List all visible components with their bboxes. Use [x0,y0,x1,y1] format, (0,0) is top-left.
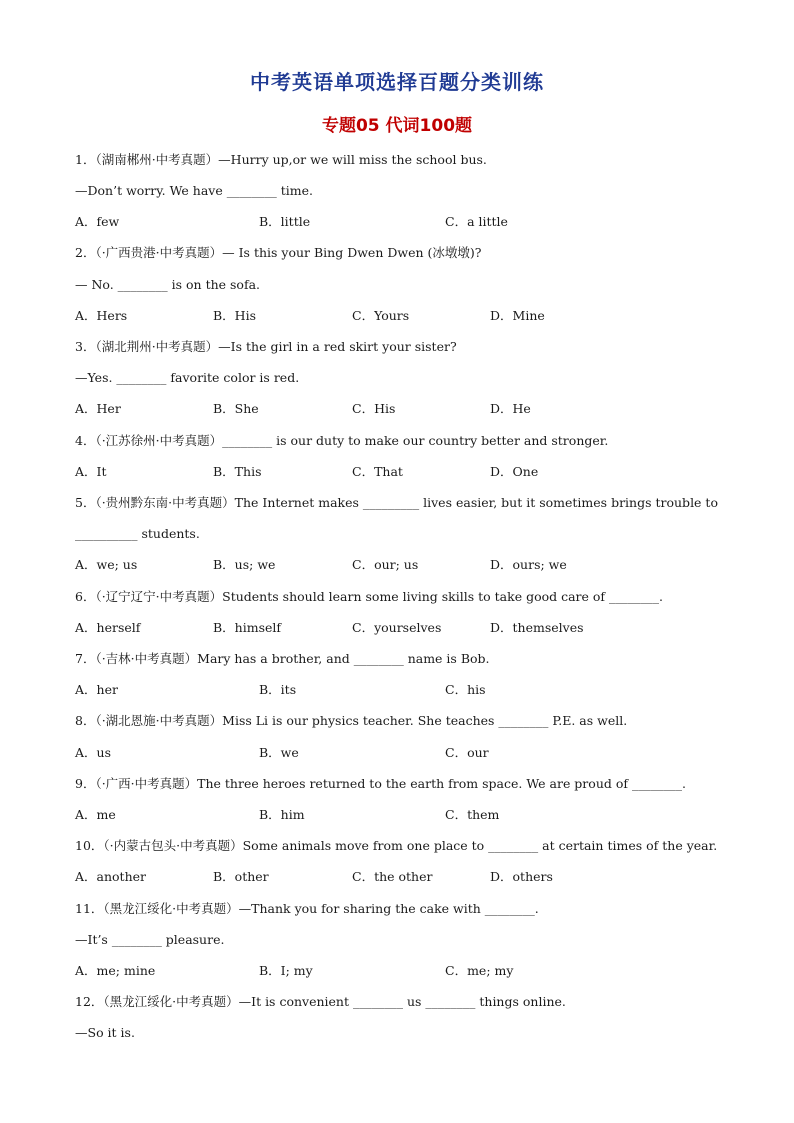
question-2-option-c: C．Yours [352,308,410,323]
question-3-option-a: A．Her [75,401,121,416]
question-6-option-b: B．himself [213,620,282,635]
question-4-option-c: C．That [352,464,403,479]
question-5-line-1: 5．（·贵州黔东南·中考真题）The Internet makes _________ lives easier, but it sometimes brings trouble to [75,495,718,510]
question-6-option-d: D．themselves [490,620,584,635]
question-6-option-a: A．herself [75,620,141,635]
question-7-option-b: B．its [259,682,297,697]
question-5-line-2: __________ students. [75,526,200,541]
question-4-option-b: B．This [213,464,262,479]
question-10-option-b: B．other [213,869,269,884]
question-7-option-c: C．his [445,682,486,697]
question-2-option-a: A．Hers [75,308,128,323]
question-8-option-c: C．our [445,745,489,760]
question-7-line-1: 7．（·吉林·中考真题）Mary has a brother, and ________ name is Bob. [75,651,490,666]
question-6-line-1: 6．（·辽宁辽宁·中考真题）Students should learn some living skills to take good care of ________. [75,589,663,604]
question-3-line-1: 3．（湖北荆州·中考真题）—Is the girl in a red skirt your sister? [75,339,457,354]
question-5-option-d: D．ours; we [490,557,567,572]
question-8-option-b: B．we [259,745,299,760]
question-5-option-a: A．we; us [75,557,138,572]
question-1-option-c: C．a little [445,214,508,229]
question-11-option-c: C．me; my [445,963,514,978]
question-11-option-b: B．I; my [259,963,313,978]
question-3-option-b: B．She [213,401,259,416]
question-1-option-b: B．little [259,214,311,229]
question-1-line-2: —Don’t worry. We have ________ time. [75,183,313,198]
question-12-line-1: 12．（黑龙江绥化·中考真题）—It is convenient ________ us ________ things online. [75,994,566,1009]
question-1-option-a: A．few [75,214,120,229]
question-10-option-c: C．the other [352,869,433,884]
question-3-option-d: D．He [490,401,531,416]
question-3-option-c: C．His [352,401,396,416]
question-5-option-c: C．our; us [352,557,419,572]
question-10-line-1: 10．（·内蒙古包头·中考真题）Some animals move from one place to ________ at certain times of the year. [75,838,718,853]
question-7-option-a: A．her [75,682,118,697]
question-11-line-1: 11．（黑龙江绥化·中考真题）—Thank you for sharing the cake with ________. [75,901,539,916]
question-10-option-d: D．others [490,869,553,884]
question-8-option-a: A．us [75,745,111,760]
question-3-line-2: —Yes. ________ favorite color is red. [75,370,300,385]
question-9-option-b: B．him [259,807,305,822]
question-5-option-b: B．us; we [213,557,276,572]
question-4-option-d: D．One [490,464,539,479]
question-2-line-1: 2．（·广西贵港·中考真题）— Is this your Bing Dwen Dwen (冰墩墩)? [75,245,482,260]
question-2-option-d: D．Mine [490,308,545,323]
question-6-option-c: C．yourselves [352,620,442,635]
question-2-option-b: B．His [213,308,256,323]
page-title: 中考英语单项选择百题分类训练 [250,70,544,94]
question-12-line-2: —So it is. [75,1025,135,1040]
question-8-line-1: 8．（·湖北恩施·中考真题）Miss Li is our physics teacher. She teaches ________ P.E. as well. [75,713,628,728]
question-4-line-1: 4．（·江苏徐州·中考真题）________ is our duty to make our country better and stronger. [75,433,609,448]
question-4-option-a: A．It [75,464,107,479]
question-9-line-1: 9．（·广西·中考真题）The three heroes returned to the earth from space. We are proud of ________. [75,776,686,791]
question-9-option-c: C．them [445,807,500,822]
question-1-line-1: 1．（湖南郴州·中考真题）—Hurry up,or we will miss the school bus. [75,152,487,167]
question-2-line-2: — No. ________ is on the sofa. [75,277,261,292]
question-11-option-a: A．me; mine [75,963,156,978]
page-subtitle: 专题05 代词100题 [321,116,473,136]
question-11-line-2: —It’s ________ pleasure. [75,932,225,947]
question-9-option-a: A．me [75,807,116,822]
question-10-option-a: A．another [75,869,147,884]
